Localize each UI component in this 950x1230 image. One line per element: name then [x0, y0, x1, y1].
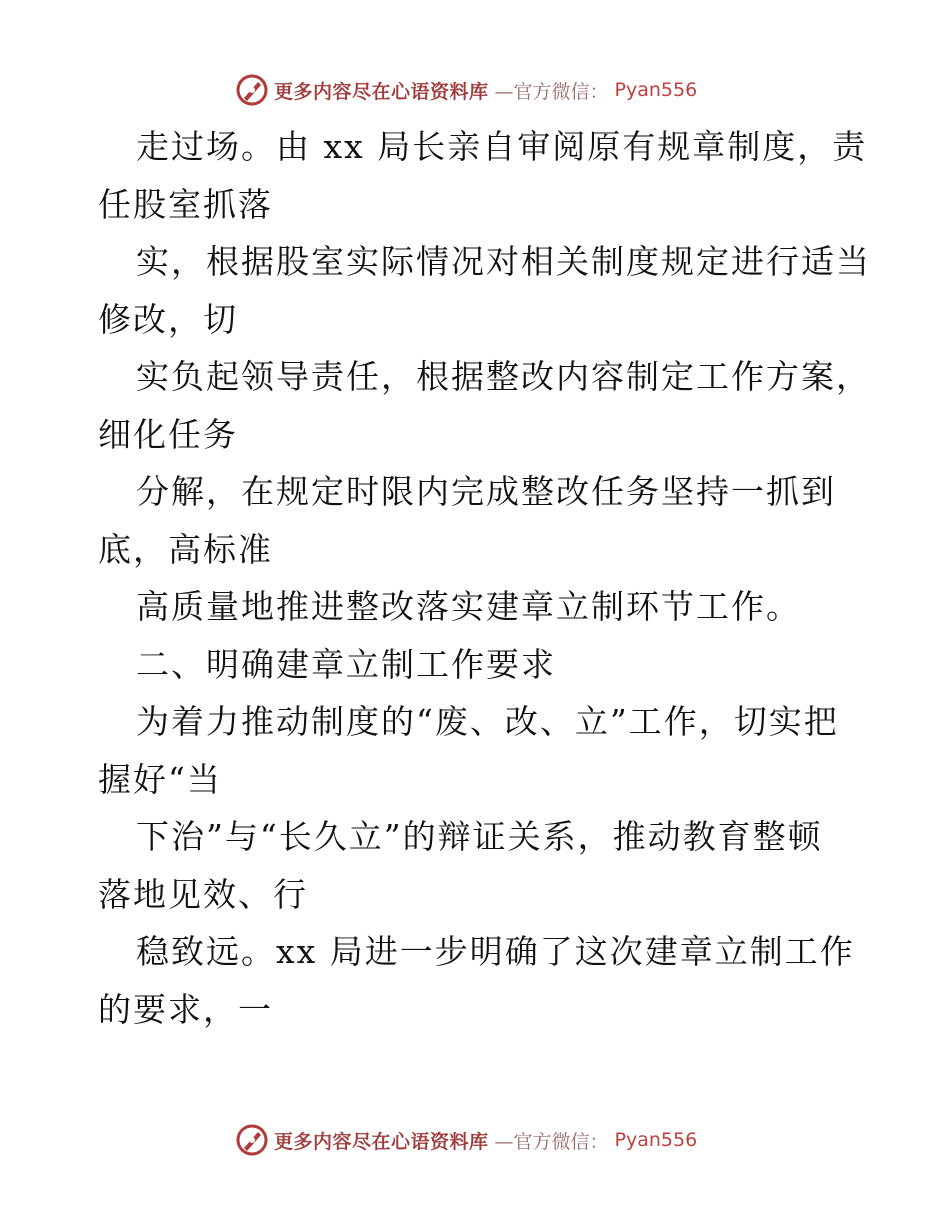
- text-line: 细化任务: [98, 414, 238, 454]
- pen-logo-icon: [236, 74, 268, 106]
- header-banner: [236, 74, 697, 106]
- section-heading: 二、明确建章立制工作要求: [136, 644, 556, 684]
- text-line: 底，高标准: [98, 529, 273, 569]
- text-line: 高质量地推进整改落实建章立制环节工作。: [136, 587, 801, 626]
- text-line: 的要求，一: [98, 989, 273, 1029]
- text-line: 为着力推动制度的“废、改、立”工作，切实把: [136, 702, 839, 741]
- banner-main-text: 更多内容尽在心语资料库: [274, 80, 489, 103]
- text-line: 任股室抓落: [98, 184, 273, 224]
- text-line: 走过场。由 xx 局长亲自审阅原有规章制度，责: [136, 127, 868, 166]
- banner-wechat-id: Pyan556: [614, 79, 698, 101]
- text-line: 下治”与“长久立”的辩证关系，推动教育整顿: [136, 817, 823, 856]
- footer-banner: [236, 1124, 697, 1156]
- banner-wechat-id: Pyan556: [614, 1129, 698, 1151]
- text-line: 稳致远。xx 局进一步明确了这次建章立制工作: [136, 932, 855, 971]
- text-line: 落地见效、行: [98, 874, 308, 914]
- text-line: 实，根据股室实际情况对相关制度规定进行适当: [136, 242, 871, 281]
- banner-sub-text: —官方微信：: [494, 1130, 609, 1153]
- pen-logo-icon: [236, 1124, 268, 1156]
- banner-sub-text: —官方微信：: [494, 80, 609, 103]
- banner-main-text: 更多内容尽在心语资料库: [274, 1130, 489, 1153]
- text-line: 握好“当: [98, 759, 222, 799]
- text-line: 修改，切: [98, 299, 238, 339]
- text-line: 实负起领导责任，根据整改内容制定工作方案，: [136, 357, 871, 396]
- document-body: [98, 118, 871, 1038]
- text-line: 分解，在规定时限内完成整改任务坚持一抓到: [136, 472, 836, 511]
